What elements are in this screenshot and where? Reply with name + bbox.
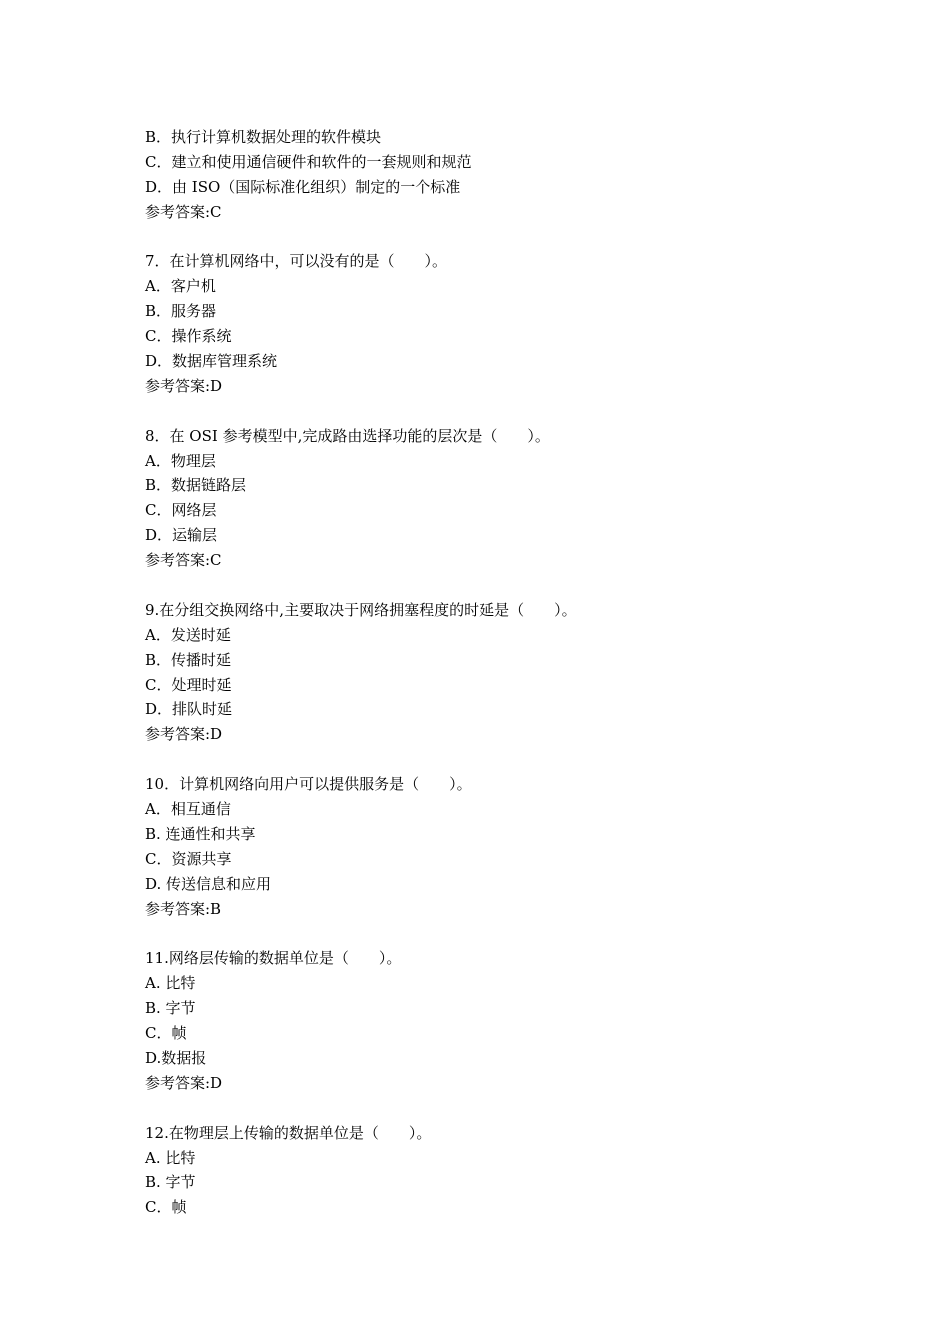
option-line: D. 传送信息和应用 [145,874,272,893]
question-stem: 10．计算机网络向用户可以提供服务是（ ）。 [145,775,472,794]
question-stem: 8．在 OSI 参考模型中,完成路由选择功能的层次是（ ）。 [145,426,550,445]
option-line: D．数据库管理系统 [145,352,278,371]
option-line: D.数据报 [145,1048,207,1067]
option-line: D．排队时延 [145,700,233,719]
option-line: B. 字节 [145,1173,196,1192]
option-line: A．客户机 [145,277,216,296]
question-stem: 7．在计算机网络中，可以没有的是（ ）。 [145,252,448,271]
option-line: C．帧 [145,1024,187,1043]
option-line: A．相互通信 [145,800,231,819]
option-line: C．建立和使用通信硬件和软件的一套规则和规范 [145,152,472,171]
question-9 [145,598,865,747]
answer-line: 参考答案:B [145,899,222,918]
option-line: C．操作系统 [145,327,232,346]
document-page [145,125,865,1220]
option-line: A. 比特 [145,1148,196,1167]
question-8 [145,424,865,573]
spacer [145,225,865,250]
answer-line: 参考答案:D [145,725,223,744]
question-6-tail [145,125,865,225]
answer-line: 参考答案:D [145,1073,223,1092]
option-line: B．传播时延 [145,650,232,669]
spacer [145,573,865,598]
answer-line: 参考答案:C [145,202,222,221]
question-11 [145,946,865,1095]
spacer [145,399,865,424]
question-stem: 12.在物理层上传输的数据单位是（ ）。 [145,1123,432,1142]
question-stem: 11.网络层传输的数据单位是（ ）。 [145,949,402,968]
answer-line: 参考答案:C [145,551,222,570]
option-line: C．帧 [145,1198,187,1217]
question-12 [145,1121,865,1221]
question-7 [145,249,865,398]
answer-line: 参考答案:D [145,376,223,395]
option-line: C．资源共享 [145,849,232,868]
spacer [145,747,865,772]
option-line: D．由 ISO（国际标准化组织）制定的一个标准 [145,177,461,196]
option-line: B．执行计算机数据处理的软件模块 [145,128,382,146]
question-stem: 9.在分组交换网络中,主要取决于网络拥塞程度的时延是（ ）。 [145,600,577,619]
option-line: A．物理层 [145,451,216,470]
option-line: A．发送时延 [145,625,231,644]
option-line: B．服务器 [145,302,217,321]
question-10 [145,772,865,921]
option-line: A. 比特 [145,974,196,993]
option-line: B. 连通性和共享 [145,824,256,843]
option-line: B．数据链路层 [145,476,247,495]
option-line: C．网络层 [145,501,217,520]
option-line: D．运输层 [145,526,218,545]
spacer [145,922,865,947]
option-line: B. 字节 [145,999,196,1018]
spacer [145,1096,865,1121]
option-line: C．处理时延 [145,675,232,694]
